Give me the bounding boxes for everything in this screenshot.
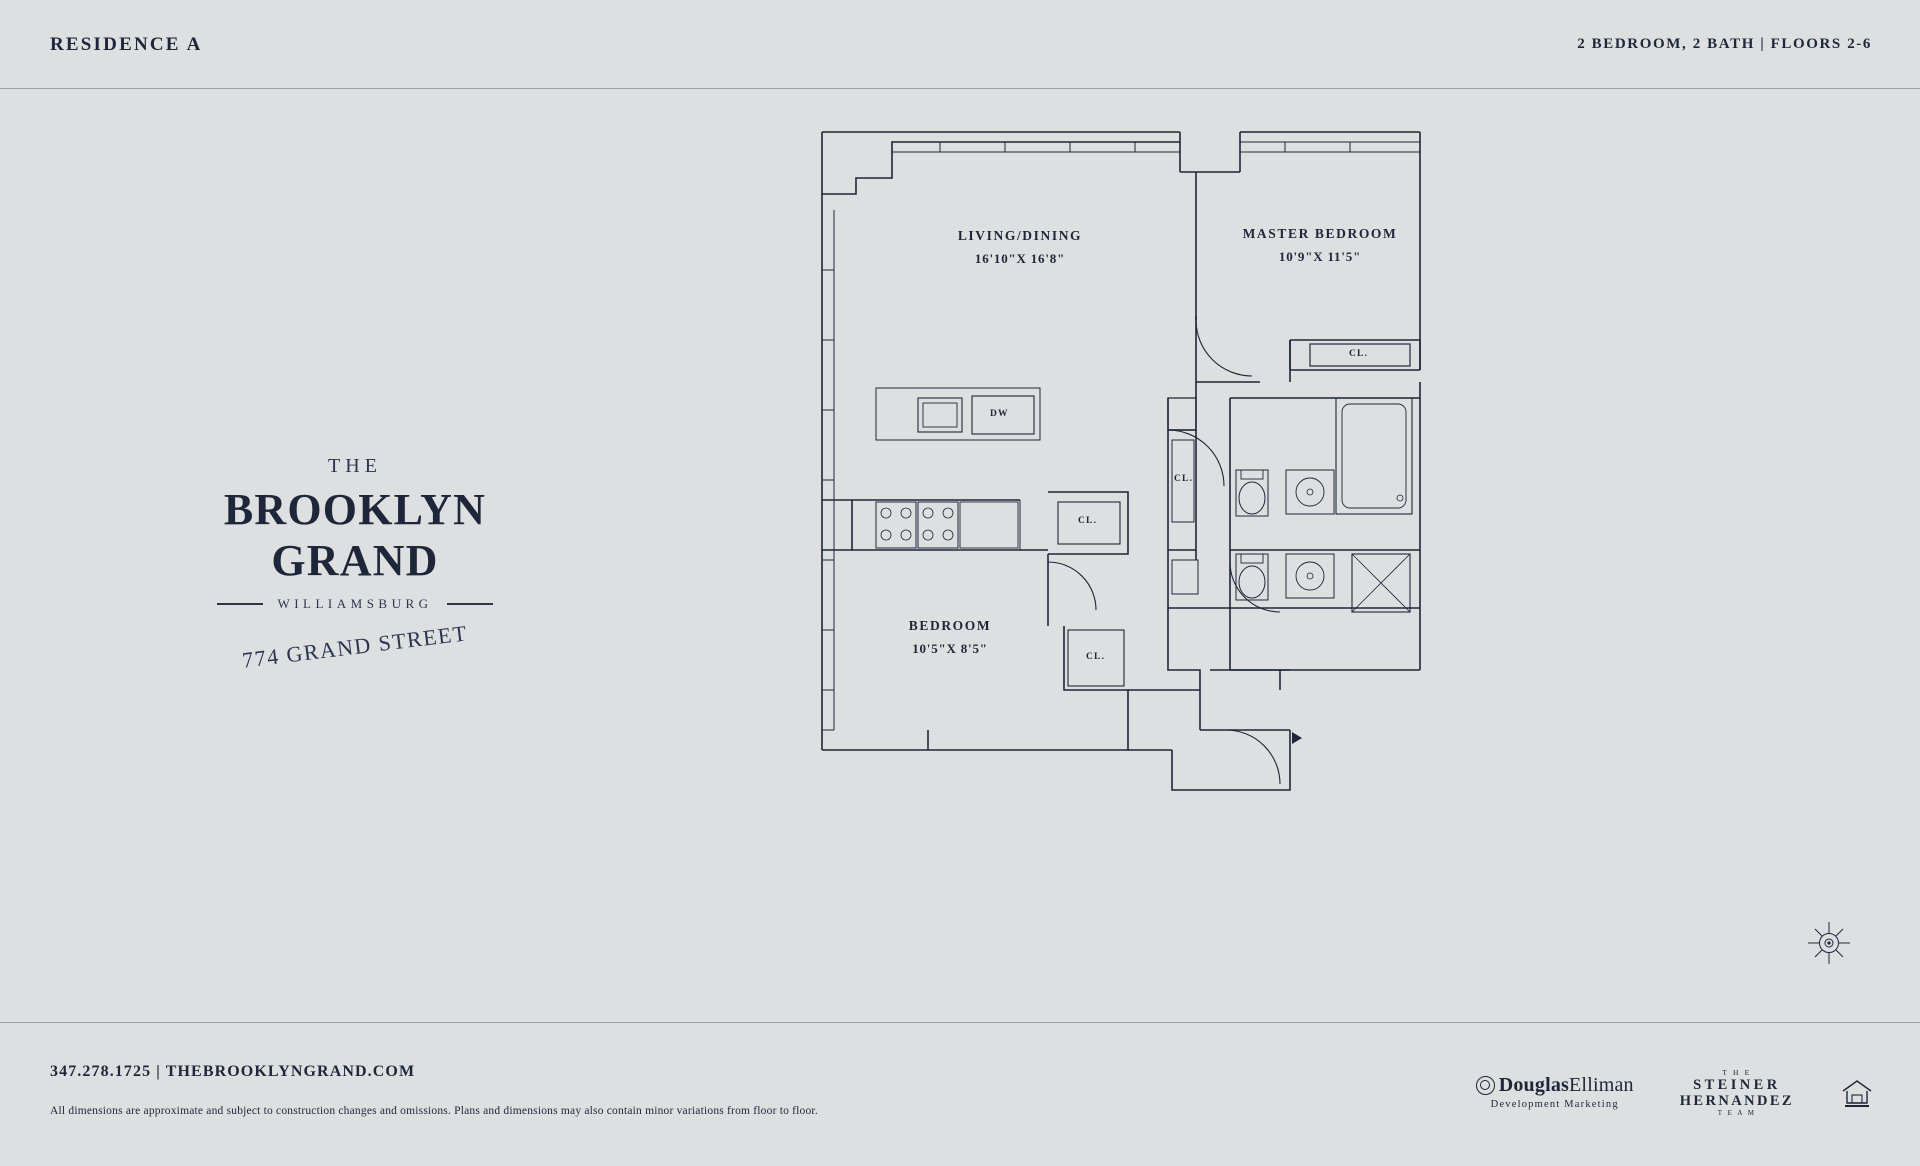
- sh-line-3: T E A M: [1717, 1108, 1756, 1117]
- brand-rule-right: [447, 603, 493, 605]
- room-name: BEDROOM: [908, 618, 992, 633]
- sh-the: T H E: [1722, 1067, 1752, 1077]
- room-name: LIVING/DINING: [957, 228, 1083, 243]
- label-closet-hall: CL.: [1174, 474, 1194, 484]
- footer-contact[interactable]: 347.278.1725 | THEBROOKLYNGRAND.COM: [50, 1063, 416, 1080]
- sh-line-2: HERNANDEZ: [1679, 1093, 1794, 1110]
- residence-summary: 2 BEDROOM, 2 BATH | FLOORS 2-6: [1577, 36, 1872, 52]
- room-dimensions: 16'10"X 16'8": [974, 251, 1066, 266]
- de-subtitle: Development Marketing: [1490, 1099, 1619, 1111]
- footer-divider: [0, 1022, 1920, 1023]
- sh-line-1: STEINER: [1693, 1077, 1781, 1094]
- room-dimensions: 10'5"X 8'5": [912, 641, 988, 656]
- room-name: MASTER BEDROOM: [1242, 226, 1398, 241]
- label-dishwasher: DW: [990, 409, 1009, 419]
- label-closet-master: CL.: [1349, 349, 1369, 359]
- brand-rule-left: [217, 603, 263, 605]
- brand-neighborhood-row: [140, 596, 570, 612]
- room-label-master-bedroom: [1200, 226, 1440, 265]
- douglas-elliman-logo: [1476, 1075, 1634, 1111]
- compass-rose-icon: [1806, 920, 1852, 966]
- de-name-1: Douglas: [1498, 1074, 1570, 1097]
- douglas-elliman-mark-icon: [1476, 1076, 1495, 1095]
- room-label-bedroom: [840, 618, 1060, 657]
- brand-street: 774 GRAND STREET: [240, 620, 470, 673]
- steiner-hernandez-logo: [1680, 1069, 1794, 1118]
- label-closet-kitchen: CL.: [1078, 516, 1098, 526]
- footer-logos: [1476, 1062, 1874, 1124]
- brand-the: THE: [328, 455, 382, 477]
- label-closet-bedroom: CL.: [1086, 652, 1106, 662]
- de-name-2: Elliman: [1569, 1074, 1634, 1097]
- equal-housing-opportunity-icon: [1840, 1076, 1874, 1110]
- brand-name: BROOKLYN GRAND: [223, 485, 487, 585]
- page-title: RESIDENCE A: [50, 34, 203, 55]
- floorplan-drawing: [820, 130, 1580, 810]
- footer-disclaimer: All dimensions are approximate and subject to construction changes and omissions. Plans and dimensions may also contain minor variations from floor to floor.: [50, 1105, 818, 1117]
- page-header: [0, 0, 1920, 88]
- room-label-living-dining: [860, 228, 1180, 267]
- room-dimensions: 10'9"X 11'5": [1278, 249, 1362, 264]
- header-divider: [0, 88, 1920, 89]
- brand-neighborhood: WILLIAMSBURG: [277, 596, 433, 611]
- brand-block: [140, 455, 570, 673]
